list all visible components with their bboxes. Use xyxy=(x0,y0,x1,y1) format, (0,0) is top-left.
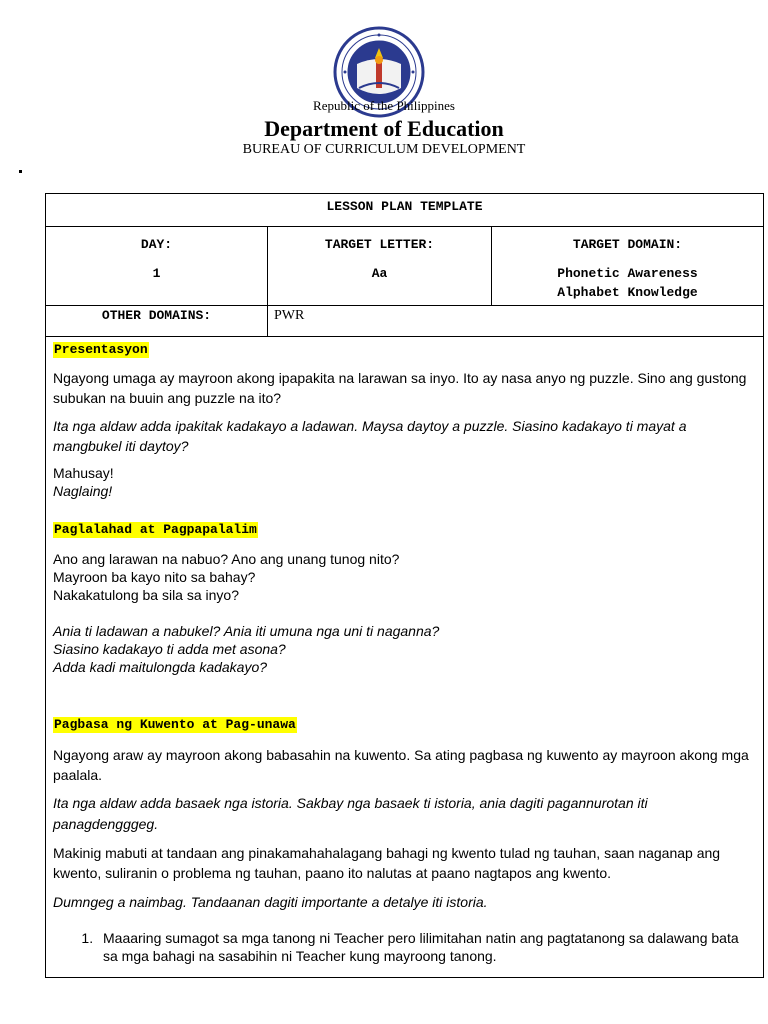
target-domain-values xyxy=(492,264,763,302)
other-domains-label: OTHER DOMAINS: xyxy=(46,306,268,337)
table-title: LESSON PLAN TEMPLATE xyxy=(46,194,764,227)
bullet-dot xyxy=(19,170,22,173)
presentasyon-praise-2: Naglaing! xyxy=(53,483,113,499)
lesson-content xyxy=(46,337,764,978)
day-cell xyxy=(46,227,268,306)
presentasyon-paragraph-1: Ngayong umaga ay mayroon akong ipapakita na larawan sa inyo. Ito ay nasa anyo ng puzzle. Sino ang gustong subukan na buuin ang puzzle na ito? xyxy=(53,370,747,406)
lesson-plan-table xyxy=(45,193,764,978)
section-title-pagbasa: Pagbasa ng Kuwento at Pag-unawa xyxy=(54,717,296,732)
bureau-subtitle: BUREAU OF CURRICULUM DEVELOPMENT xyxy=(242,142,526,157)
paglalahad-ilokano-1: Ania ti ladawan a nabukel? Ania iti umuna nga uni ti naganna? xyxy=(53,623,440,639)
paglalahad-ilokano-3: Adda kadi maitulongda kadakayo? xyxy=(53,659,268,675)
list-item: 1. Maaaring sumagot sa mga tanong ni Teacher pero lilimitahan natin ang pagtatanong sa dalawang bata sa mga bahagi na sasabihin ni Teacher kung mayroong tanong. xyxy=(97,929,756,965)
target-letter-cell xyxy=(268,227,492,306)
paglalahad-question-2: Mayroon ba kayo nito sa bahay? xyxy=(53,569,256,585)
pagbasa-paragraph-3: Makinig mabuti at tandaan ang pinakamahahalagang bahagi ng kwento tulad ng tauhan, saan naganap ang kwento, suliranin o problema ng tauhan, paano ito nalutas at paano nagtapos ang kwento. xyxy=(53,845,721,881)
document-header xyxy=(0,0,768,170)
section-title-paglalahad: Paglalahad at Pagpapalalim xyxy=(54,522,257,537)
instruction-list xyxy=(53,929,756,965)
target-domain-cell xyxy=(492,227,764,306)
pagbasa-paragraph-4: Dumngeg a naimbag. Tandaanan dagiti importante a detalye iti istoria. xyxy=(53,894,488,910)
target-letter-value: Aa xyxy=(371,266,388,281)
paglalahad-question-1: Ano ang larawan na nabuo? Ano ang unang tunog nito? xyxy=(53,551,400,567)
republic-text: Republic of the Philippines xyxy=(313,98,455,113)
pagbasa-paragraph-2: Ita nga aldaw adda basaek nga istoria. Sakbay nga basaek ti istoria, ania dagiti pagannurotan iti panagdengggeg. xyxy=(53,795,648,832)
presentasyon-paragraph-2: Ita nga aldaw adda ipakitak kadakayo a ladawan. Maysa daytoy a puzzle. Siasino kadakayo ti mayat a mangbukel iti daytoy? xyxy=(53,418,687,454)
paglalahad-question-3: Nakakatulong ba sila sa inyo? xyxy=(53,587,240,603)
pagbasa-paragraph-1: Ngayong araw ay mayroon akong babasahin na kuwento. Sa ating pagbasa ng kuwento ay mayroon akong mga paalala. xyxy=(53,747,749,783)
presentasyon-praise-1: Mahusay! xyxy=(53,465,114,481)
paglalahad-ilokano-2: Siasino kadakayo ti adda met asona? xyxy=(53,641,286,657)
other-domains-value: PWR xyxy=(268,306,764,337)
target-domain-value-2: Alphabet Knowledge xyxy=(557,285,698,300)
department-title: Department of Education xyxy=(264,116,504,141)
target-letter-label: TARGET LETTER: xyxy=(324,237,435,252)
day-value: 1 xyxy=(152,266,161,281)
day-label: DAY: xyxy=(140,237,173,252)
section-title-presentasyon: Presentasyon xyxy=(54,342,148,357)
target-domain-label: TARGET DOMAIN: xyxy=(572,237,683,252)
target-domain-value-1: Phonetic Awareness xyxy=(557,266,698,281)
